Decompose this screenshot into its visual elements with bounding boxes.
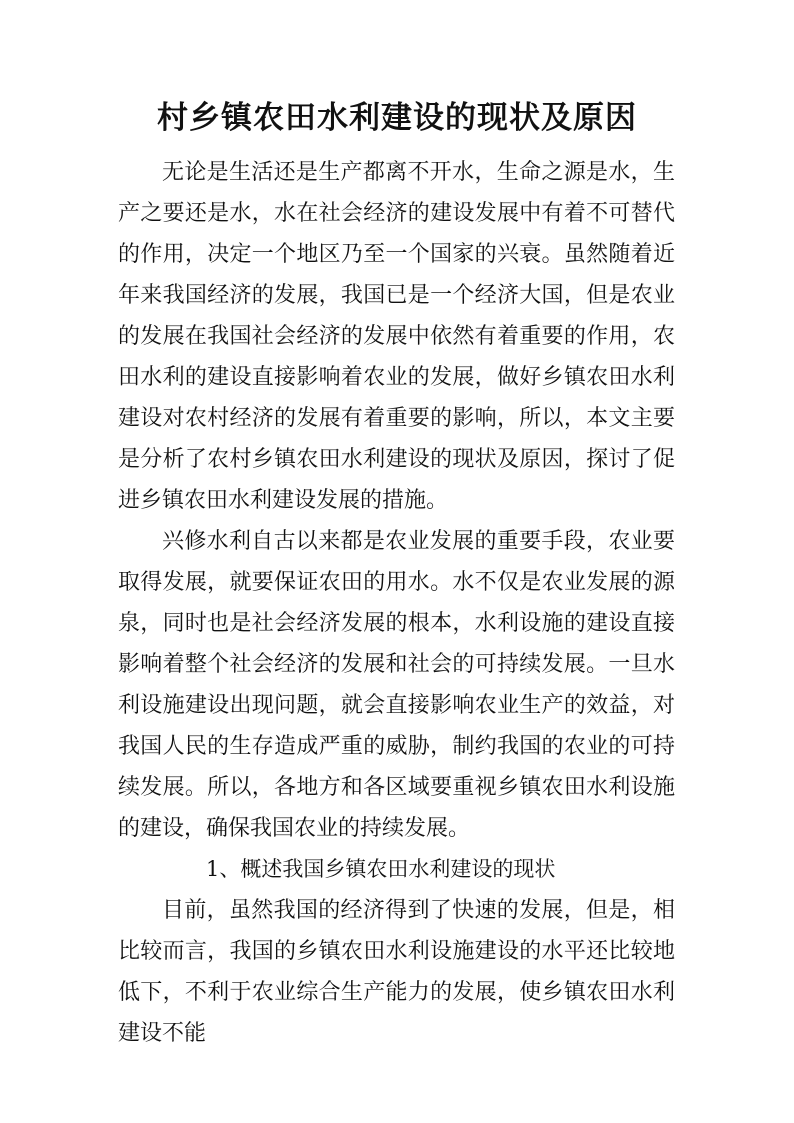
document-title: 村乡镇农田水利建设的现状及原因 (157, 100, 637, 136)
paragraph-intro: 无论是生活还是生产都离不开水，生命之源是水，生产之要还是水，水在社会经济的建设发展中有着不可替代的作用，决定一个地区乃至一个国家的兴衰。虽然随着近年来我国经济的发展，我国已是一个经济大国，但是农业的发展在我国社会经济的发展中依然有着重要的作用，农田水利的建设直接影响着农业的发展，做好乡镇农田水利建设对农村经济的发展有着重要的影响，所以，本文主要是分析了农村乡镇农田水利建设的现状及原因，探讨了促进乡镇农田水利建设发展的措施。 (118, 160, 675, 513)
paragraph-current-status: 目前，虽然我国的经济得到了快速的发展，但是，相比较而言，我国的乡镇农田水利设施建设的水平还比较地低下，不利于农业综合生产能力的发展，使乡镇农田水利建设不能 (118, 898, 675, 1046)
paragraph-water-conservancy: 兴修水利自古以来都是农业发展的重要手段，农业要取得发展，就要保证农田的用水。水不仅是农业发展的源泉，同时也是社会经济发展的根本，水利设施的建设直接影响着整个社会经济的发展和社会的可持续发展。一旦水利设施建设出现问题，就会直接影响农业生产的效益，对我国人民的生存造成严重的威胁，制约我国的农业的可持续发展。所以，各地方和各区域要重视乡镇农田水利设施的建设，确保我国农业的持续发展。 (118, 529, 675, 841)
section-heading: 1、概述我国乡镇农田水利建设的现状 (206, 857, 556, 881)
document-body (118, 152, 675, 1054)
